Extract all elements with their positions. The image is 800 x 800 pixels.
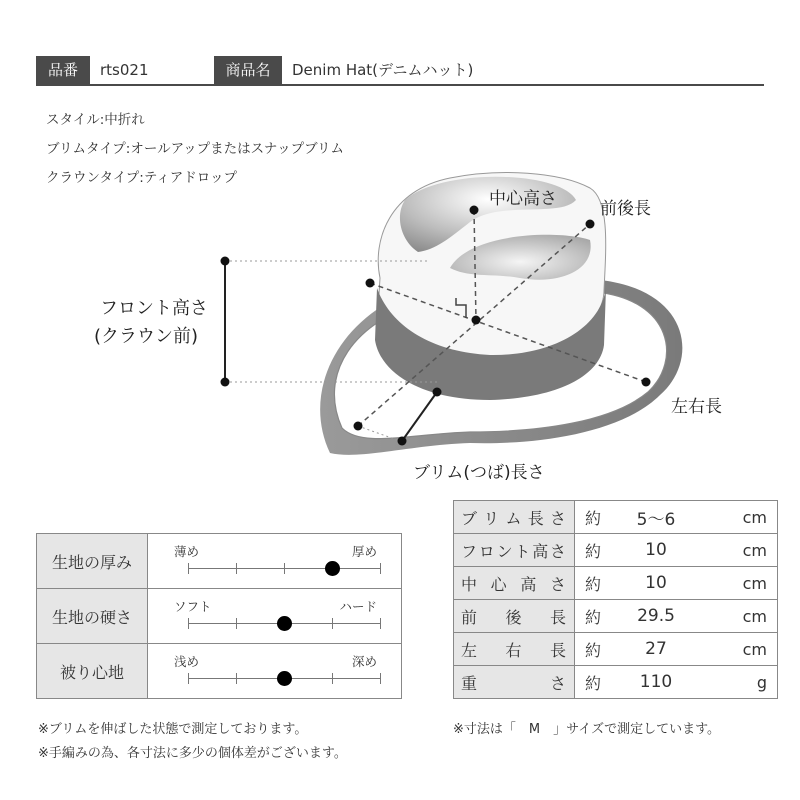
spec-row: [454, 600, 778, 633]
scale-indicator-dot: [325, 561, 340, 576]
spec-unit: cm: [701, 600, 778, 633]
fabric-label: 被り心地: [37, 644, 148, 699]
front-back-end-dot: [586, 220, 595, 229]
scale-tick: [284, 563, 285, 574]
footnotes-left: [38, 718, 347, 766]
spec-value: 10: [611, 534, 701, 567]
spec-value: 5〜6: [611, 501, 701, 534]
scale-tick: [188, 618, 189, 629]
crown-type-note: クラウンタイプ:ティアドロップ: [46, 170, 237, 186]
scale-track: [188, 568, 380, 569]
spec-approx: 約: [575, 501, 612, 534]
fabric-feel-table: [36, 533, 402, 699]
spec-value: 110: [611, 666, 701, 699]
scale-track: [188, 623, 380, 624]
spec-approx: 約: [575, 633, 612, 666]
scale-tick: [236, 618, 237, 629]
product-name-label: 商品名: [214, 56, 282, 84]
spec-approx: 約: [575, 567, 612, 600]
front-height-bottom-dot: [221, 378, 230, 387]
scale-indicator-dot: [277, 671, 292, 686]
spec-label: [454, 600, 575, 633]
fabric-label: 生地の厚み: [37, 534, 148, 589]
scale-tick: [188, 673, 189, 684]
scale-tick: [380, 563, 381, 574]
footnote-handmade: ※手編みの為、各寸法に多少の個体差がございます。: [38, 746, 347, 761]
scale-tick: [332, 673, 333, 684]
scale-high-label: 厚め: [351, 544, 377, 559]
scale-high-label: ハード: [339, 599, 377, 614]
spec-value: 10: [611, 567, 701, 600]
left-end-dot: [366, 279, 375, 288]
center-dot: [472, 316, 481, 325]
spec-label-text: 前 後 長: [461, 607, 566, 627]
spec-label: [454, 633, 575, 666]
scale-tick: [380, 673, 381, 684]
spec-label: [454, 534, 575, 567]
front-height-top-dot: [221, 257, 230, 266]
brim-length-label: ブリム(つば)長さ: [413, 463, 545, 483]
spec-row: [454, 501, 778, 534]
spec-row: [454, 534, 778, 567]
product-name-value: Denim Hat(デニムハット): [292, 61, 474, 79]
front-height-label: フロント高さ: [100, 298, 208, 319]
spec-unit: cm: [701, 501, 778, 534]
spec-row: [454, 567, 778, 600]
front-back-start-dot: [354, 422, 363, 431]
spec-label: [454, 666, 575, 699]
left-right-label: 左右長: [671, 397, 722, 417]
fabric-row: [37, 534, 402, 589]
spec-label-text: 左 右 長: [461, 640, 566, 660]
product-code-label: 品番: [36, 56, 90, 84]
center-height-top-dot: [470, 206, 479, 215]
hat-diagram: [0, 160, 800, 500]
scale-tick: [332, 618, 333, 629]
spec-value: 27: [611, 633, 701, 666]
fabric-scale: [148, 589, 402, 644]
style-note: スタイル:中折れ: [46, 112, 145, 128]
brim-outer-dot: [398, 437, 407, 446]
spec-approx: 約: [575, 534, 612, 567]
scale-tick: [188, 563, 189, 574]
scale-low-label: 浅め: [174, 654, 200, 669]
scale-indicator-dot: [277, 616, 292, 631]
spec-unit: cm: [701, 567, 778, 600]
spec-unit: g: [701, 666, 778, 699]
scale-track: [188, 678, 380, 679]
brim-type-note: ブリムタイプ:オールアップまたはスナップブリム: [46, 141, 345, 157]
spec-unit: cm: [701, 633, 778, 666]
brim-inner-dot: [433, 388, 442, 397]
spec-label-text: ブ リ ム 長 さ: [461, 508, 566, 528]
fabric-row: [37, 644, 402, 699]
front-back-label: 前後長: [600, 199, 651, 219]
fabric-row: [37, 589, 402, 644]
spec-label: [454, 567, 575, 600]
scale-low-label: 薄め: [174, 544, 200, 559]
scale-tick: [236, 563, 237, 574]
center-height-label: 中心高さ: [489, 189, 557, 209]
spec-label-text: 重 さ: [461, 673, 566, 693]
product-header: [36, 56, 764, 84]
spec-value: 29.5: [611, 600, 701, 633]
front-height-sublabel: (クラウン前): [94, 326, 199, 347]
scale-tick: [236, 673, 237, 684]
scale-low-label: ソフト: [174, 599, 212, 614]
size-spec-table: [453, 500, 778, 699]
product-code-value: rts021: [100, 61, 149, 79]
header-underline: [36, 84, 764, 86]
spec-approx: 約: [575, 666, 612, 699]
spec-label-text: 中 心 高 さ: [461, 574, 566, 594]
spec-label-text: フ ロ ン ト 高 さ: [461, 541, 566, 561]
scale-high-label: 深め: [351, 654, 377, 669]
spec-row: [454, 666, 778, 699]
spec-unit: cm: [701, 534, 778, 567]
right-end-dot: [642, 378, 651, 387]
fabric-scale: [148, 644, 402, 699]
footnote-measure: ※ブリムを伸ばした状態で測定しております。: [38, 722, 308, 737]
spec-label: [454, 501, 575, 534]
spec-approx: 約: [575, 600, 612, 633]
footnote-size: ※寸法は「 M 」サイズで測定しています。: [453, 722, 721, 737]
fabric-scale: [148, 534, 402, 589]
fabric-label: 生地の硬さ: [37, 589, 148, 644]
spec-row: [454, 633, 778, 666]
scale-tick: [380, 618, 381, 629]
